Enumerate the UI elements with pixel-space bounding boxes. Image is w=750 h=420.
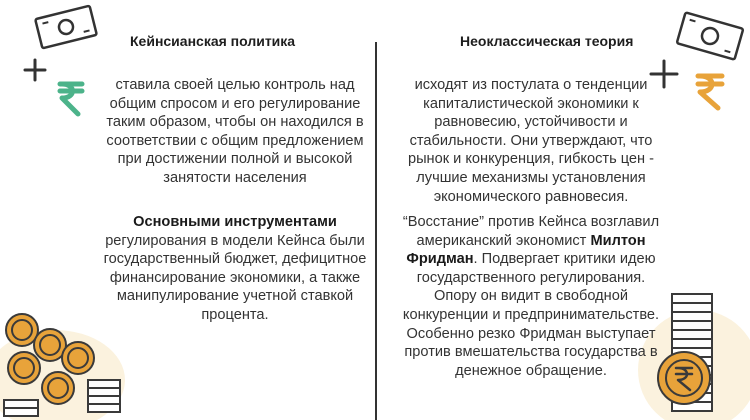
right-paragraph-2-text: . Подвергает критики идею государственного регулирования. Опору он видит в свободной конкуренции и предпринимательстве. Особенно резко Фридман выступает против вмешательства государства в денежное обращение. xyxy=(402,251,660,379)
right-title: Неоклассическая теория xyxy=(460,33,634,49)
right-column xyxy=(378,0,678,420)
left-bold-phrase: Основными инструментами xyxy=(133,214,337,230)
right-paragraph-1: исходят из постулата о тенденции капиталистической экономики к равновесию, устойчивости и стабильности. Они утверждают, что рынок и конкуренция, гибкость цен - лучшие механизмы установления экономического равновесия. xyxy=(407,77,655,205)
right-bold-name: Милтон Фридман xyxy=(406,232,646,268)
banknote-icon xyxy=(670,10,750,62)
rupee-icon xyxy=(692,70,728,112)
left-title: Кейнсианская политика xyxy=(130,33,296,49)
rupee-icon xyxy=(54,78,88,118)
left-paragraph-2 xyxy=(98,213,372,325)
right-paragraph-2-start: “Восстание” против Кейнса возглавил американский экономист xyxy=(402,214,660,249)
left-paragraph-2-text: регулирования в модели Кейнса были государственный бюджет, дефицитное финансирование экономики, а также манипулирование учетной ставкой процента. xyxy=(103,232,367,323)
left-column xyxy=(90,0,380,420)
left-paragraph-1: ставила своей целью контроль над общим спросом и его регулирование таким образом, чтобы он находился в соответствии с общим предложением при достижении полной и высокой занятости населения xyxy=(106,77,364,186)
plus-icon xyxy=(22,57,48,83)
right-paragraph-2 xyxy=(400,213,662,380)
